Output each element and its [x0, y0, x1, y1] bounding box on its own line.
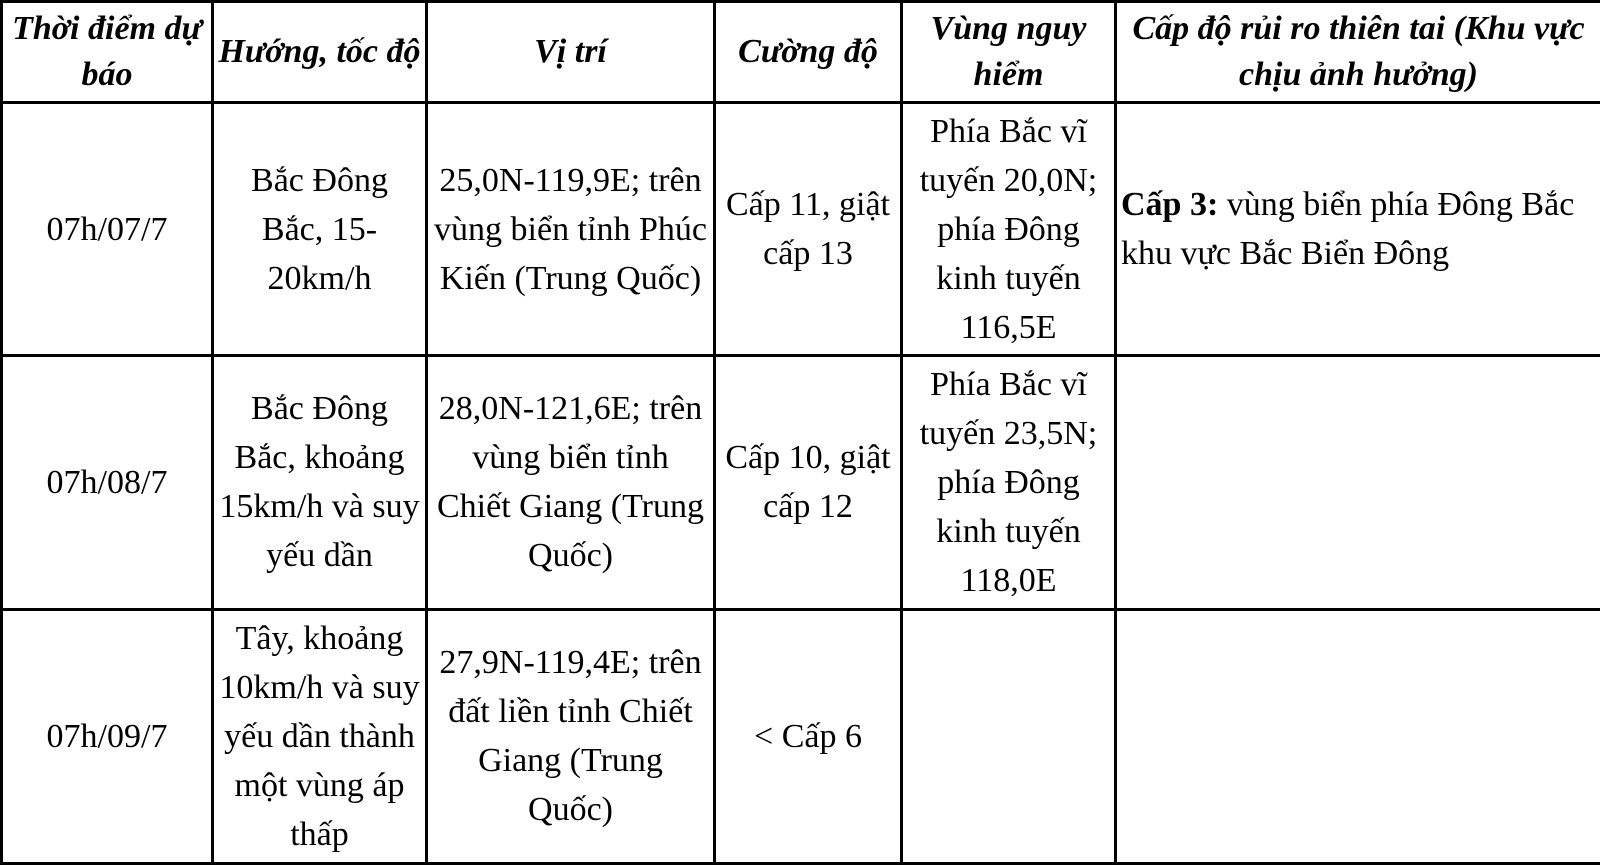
- header-risk-level: Cấp độ rủi ro thiên tai (Khu vực chịu ảnh hưởng): [1116, 2, 1600, 103]
- risk-level-text: vùng biển phía Đông Bắc khu vực Bắc Biển Đông: [1121, 186, 1575, 273]
- cell-risk-level: [1116, 356, 1600, 609]
- table-row: [2, 356, 1600, 609]
- cell-risk-level: [1116, 103, 1600, 356]
- cell-intensity: Cấp 11, giật cấp 13: [715, 103, 902, 356]
- header-intensity: Cường độ: [715, 2, 902, 103]
- table-row: [2, 609, 1600, 863]
- header-position: Vị trí: [427, 2, 715, 103]
- cell-danger-zone: Phía Bắc vĩ tuyến 23,5N; phía Đông kinh tuyến 118,0E: [902, 356, 1116, 609]
- cell-risk-level: [1116, 609, 1600, 863]
- cell-time: 07h/09/7: [2, 609, 213, 863]
- cell-time: 07h/07/7: [2, 103, 213, 356]
- cell-time: 07h/08/7: [2, 356, 213, 609]
- cell-intensity: Cấp 10, giật cấp 12: [715, 356, 902, 609]
- cell-danger-zone: [902, 609, 1116, 863]
- cell-direction-speed: Tây, khoảng 10km/h và suy yếu dần thành một vùng áp thấp: [213, 609, 427, 863]
- risk-level-label: Cấp 3:: [1121, 186, 1219, 224]
- cell-position: 25,0N-119,9E; trên vùng biển tỉnh Phúc Kiến (Trung Quốc): [427, 103, 715, 356]
- header-row: [2, 2, 1600, 103]
- cell-position: 27,9N-119,4E; trên đất liền tỉnh Chiết Giang (Trung Quốc): [427, 609, 715, 863]
- cell-danger-zone: Phía Bắc vĩ tuyến 20,0N; phía Đông kinh tuyến 116,5E: [902, 103, 1116, 356]
- header-direction-speed: Hướng, tốc độ: [213, 2, 427, 103]
- header-danger-zone: Vùng nguy hiểm: [902, 2, 1116, 103]
- cell-direction-speed: Bắc Đông Bắc, 15-20km/h: [213, 103, 427, 356]
- cell-intensity: < Cấp 6: [715, 609, 902, 863]
- cell-position: 28,0N-121,6E; trên vùng biển tỉnh Chiết Giang (Trung Quốc): [427, 356, 715, 609]
- header-time: Thời điểm dự báo: [2, 2, 213, 103]
- table-row: [2, 103, 1600, 356]
- cell-direction-speed: Bắc Đông Bắc, khoảng 15km/h và suy yếu dần: [213, 356, 427, 609]
